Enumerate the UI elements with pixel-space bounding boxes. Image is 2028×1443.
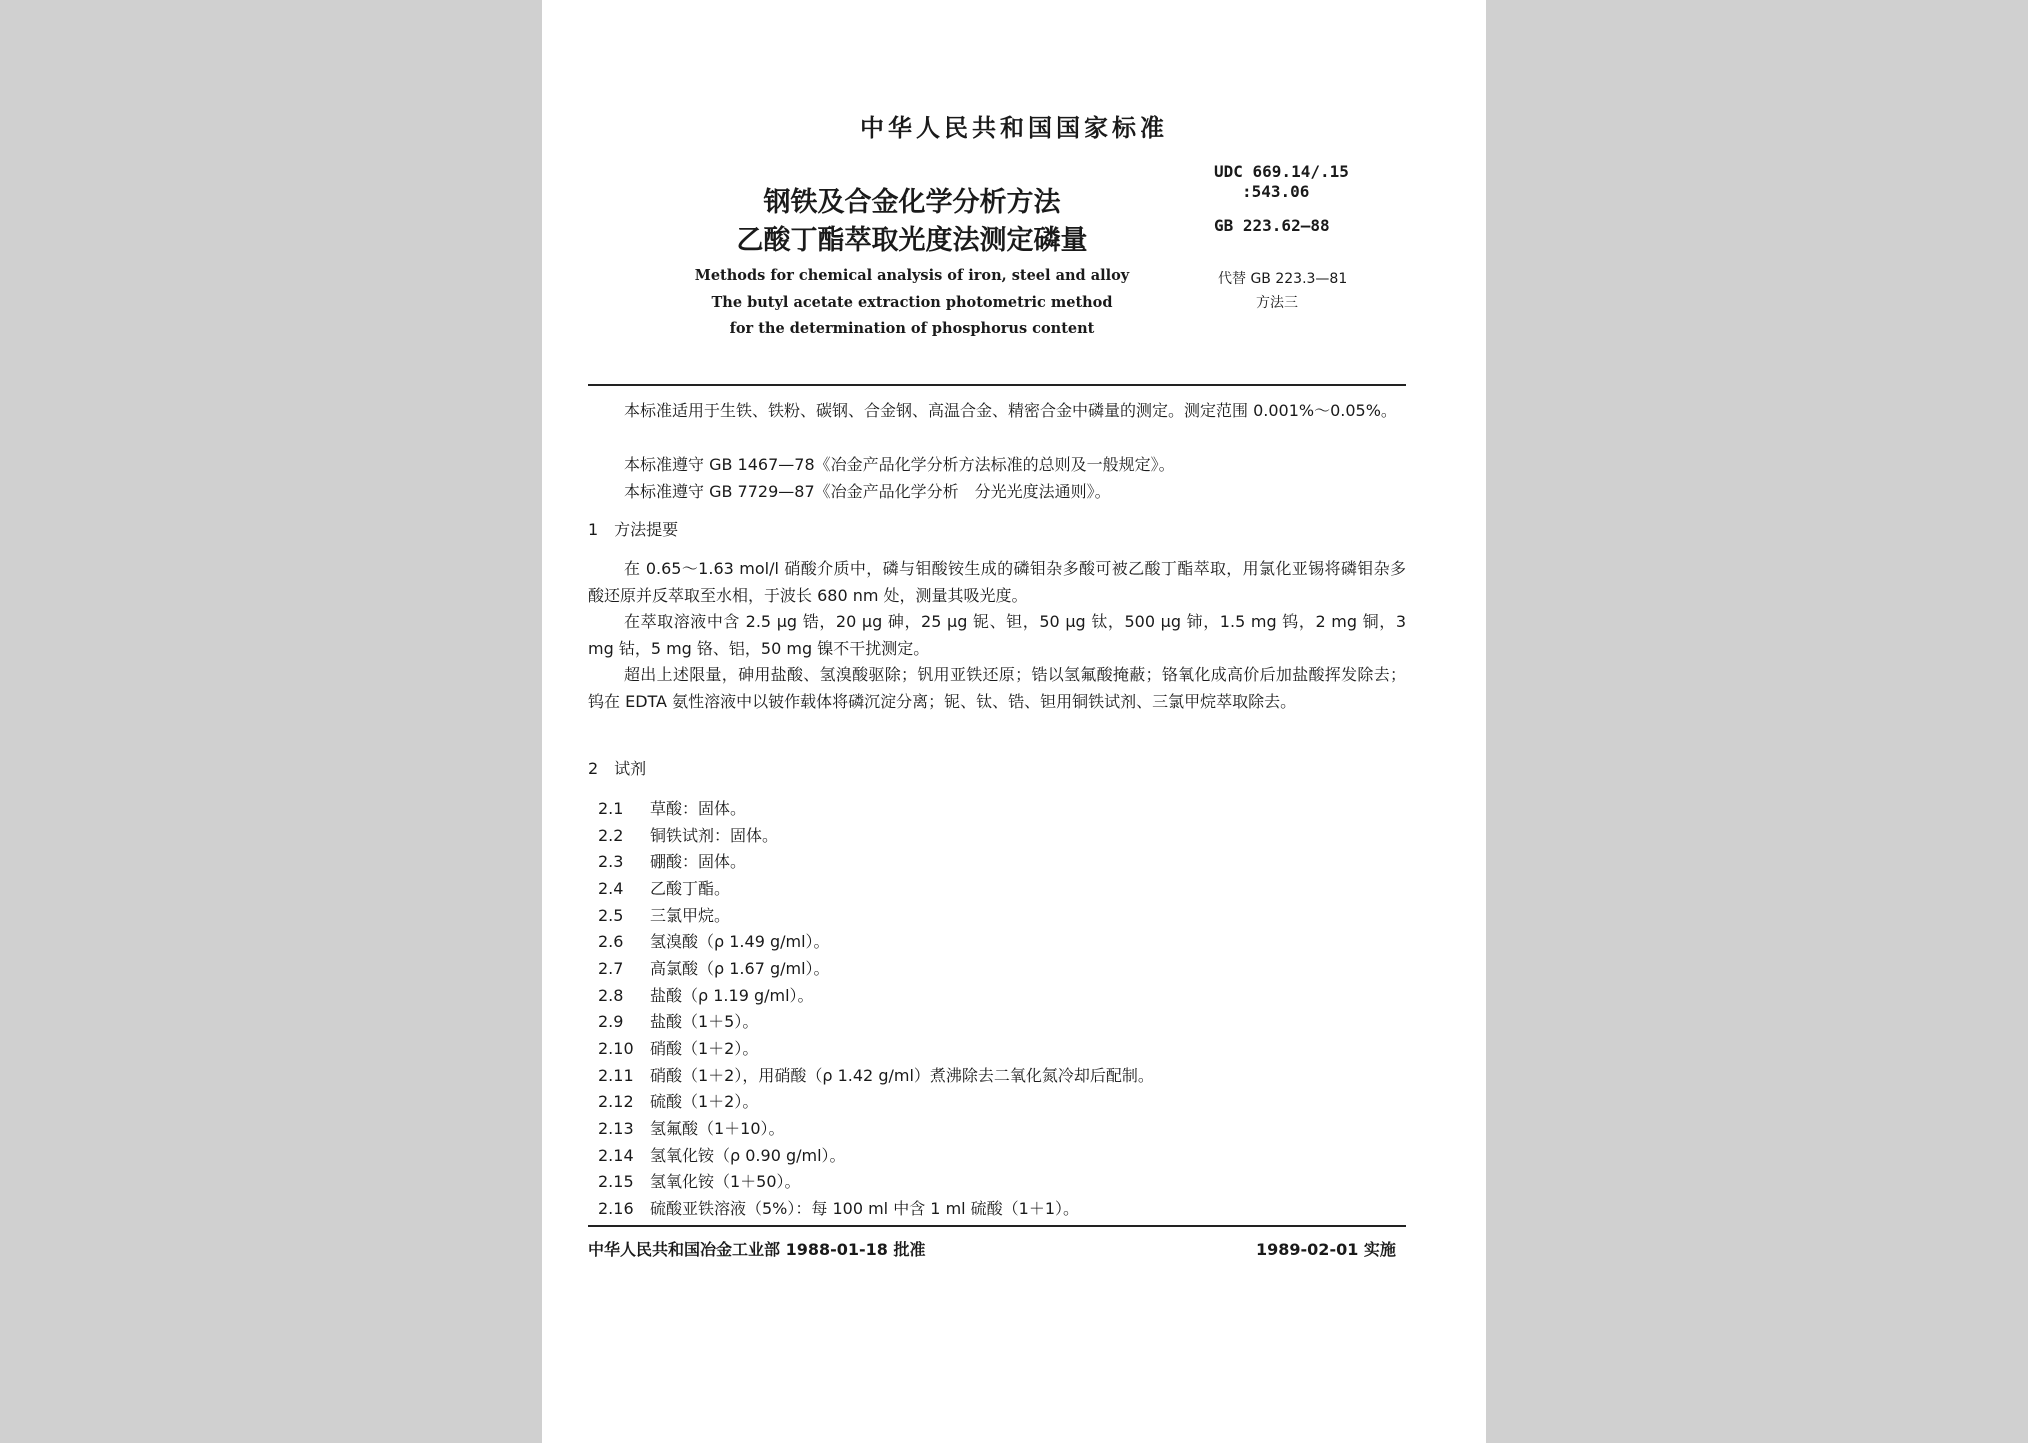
document-page xyxy=(542,0,1486,1443)
list-item: 2.14 氢氧化铵（ρ 0.90 g/ml）。 xyxy=(598,1146,846,1165)
section1-paragraph-2: 在萃取溶液中含 2.5 μg 锆，20 μg 砷，25 μg 铌、钽，50 μg 钛，500 μg 铈，1.5 mg 钨，2 mg 铜，3 mg 钴，5 mg 铬、铝，50 mg 镍不干扰测定。 xyxy=(588,612,1406,658)
udc-line2: :543.06 xyxy=(1242,182,1310,201)
intro-paragraph-1: 本标准适用于生铁、铁粉、碳钢、合金钢、高温合金、精密合金中磷量的测定。测定范围 0.001%～0.05%。 xyxy=(624,401,1397,420)
list-item: 2.13 氢氟酸（1＋10）。 xyxy=(598,1119,785,1138)
title-en-line2: The butyl acetate extraction photometric method xyxy=(711,294,1113,311)
intro-paragraph-2: 本标准遵守 GB 1467—78《冶金产品化学分析方法标准的总则及一般规定》。 xyxy=(624,455,1175,474)
list-item: 2.10 硝酸（1＋2）。 xyxy=(598,1039,759,1058)
list-item: 2.12 硫酸（1＋2）。 xyxy=(598,1092,759,1111)
intro-paragraph-3: 本标准遵守 GB 7729—87《冶金产品化学分析 分光光度法通则》。 xyxy=(624,482,1111,501)
title-cn-line1: 钢铁及合金化学分析方法 xyxy=(763,187,1061,218)
udc-line1: UDC 669.14/.15 xyxy=(1214,162,1349,181)
list-item: 2.4 乙酸丁酯。 xyxy=(598,879,731,898)
top-rule xyxy=(588,384,1406,386)
list-item: 2.11 硝酸（1＋2），用硝酸（ρ 1.42 g/ml）煮沸除去二氧化氮冷却后配制。 xyxy=(598,1066,1154,1085)
section2-heading: 2 试剂 xyxy=(588,759,647,778)
section1-heading: 1 方法提要 xyxy=(588,520,679,539)
list-item: 2.7 高氯酸（ρ 1.67 g/ml）。 xyxy=(598,959,830,978)
list-item: 2.1 草酸：固体。 xyxy=(598,799,747,818)
approval-line: 中华人民共和国冶金工业部 1988-01-18 批准 xyxy=(588,1240,926,1259)
list-item: 2.2 铜铁试剂：固体。 xyxy=(598,826,779,845)
list-item: 2.9 盐酸（1＋5）。 xyxy=(598,1012,759,1031)
standard-title: 中华人民共和国国家标准 xyxy=(860,114,1168,142)
replaces-method: 方法三 xyxy=(1256,295,1298,311)
list-item: 2.15 氢氧化铵（1＋50）。 xyxy=(598,1172,801,1191)
section1-paragraph-3: 超出上述限量，砷用盐酸、氢溴酸驱除；钒用亚铁还原；锆以氢氟酸掩蔽；铬氧化成高价后加盐酸挥发除去；钨在 EDTA 氨性溶液中以铍作载体将磷沉淀分离；铌、钛、锆、钽用铜铁试剂、三氯甲烷萃取除去。 xyxy=(588,665,1406,711)
list-item: 2.3 硼酸：固体。 xyxy=(598,852,747,871)
list-item: 2.6 氢溴酸（ρ 1.49 g/ml）。 xyxy=(598,932,830,951)
list-item: 2.16 硫酸亚铁溶液（5%）：每 100 ml 中含 1 ml 硫酸（1＋1）。 xyxy=(598,1199,1080,1218)
list-item: 2.8 盐酸（ρ 1.19 g/ml）。 xyxy=(598,986,814,1005)
list-item: 2.5 三氯甲烷。 xyxy=(598,906,731,925)
gb-number: GB 223.62—88 xyxy=(1214,216,1330,235)
bottom-rule xyxy=(588,1225,1406,1227)
title-cn-line2: 乙酸丁酯萃取光度法测定磷量 xyxy=(736,225,1088,256)
title-en-line1: Methods for chemical analysis of iron, steel and alloy xyxy=(694,267,1130,284)
title-en-line3: for the determination of phosphorus content xyxy=(729,320,1095,337)
section1-paragraph-1: 在 0.65～1.63 mol/l 硝酸介质中，磷与钼酸铵生成的磷钼杂多酸可被乙酸丁酯萃取，用氯化亚锡将磷钼杂多酸还原并反萃取至水相，于波长 680 nm 处，测量其吸光度。 xyxy=(588,559,1406,605)
replaces: 代替 GB 223.3—81 xyxy=(1218,271,1348,287)
effective-date: 1989-02-01 实施 xyxy=(1256,1240,1396,1259)
